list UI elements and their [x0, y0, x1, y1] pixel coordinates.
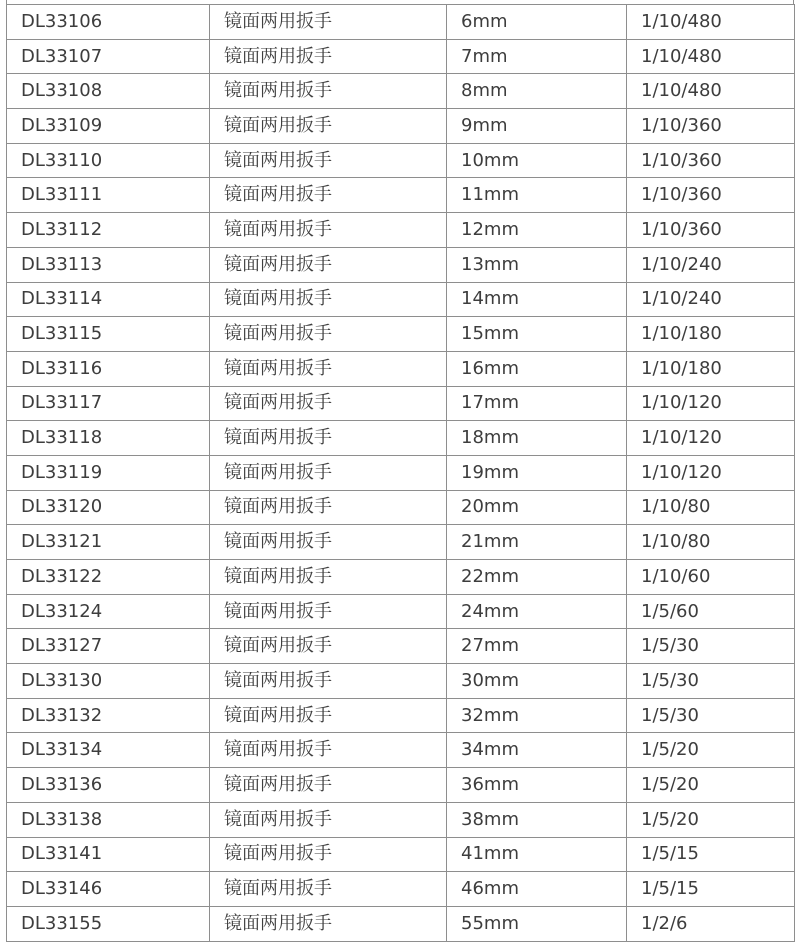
table-row	[7, 560, 795, 595]
size-cell: 41mm	[447, 837, 627, 872]
product-name-cell: 镜面两用扳手	[210, 837, 447, 872]
size-cell: 46mm	[447, 872, 627, 907]
packing-cell: 1/10/480	[627, 5, 795, 40]
product-name-cell: 镜面两用扳手	[210, 5, 447, 40]
size-cell: 22mm	[447, 560, 627, 595]
product-code-cell: DL33134	[7, 733, 210, 768]
size-cell: 8mm	[447, 74, 627, 109]
product-code-cell: DL33114	[7, 282, 210, 317]
size-cell: 30mm	[447, 664, 627, 699]
size-cell: 16mm	[447, 351, 627, 386]
product-code-cell: DL33138	[7, 802, 210, 837]
size-cell: 20mm	[447, 490, 627, 525]
size-cell: 34mm	[447, 733, 627, 768]
product-name-cell: 镜面两用扳手	[210, 906, 447, 941]
product-name-cell: 镜面两用扳手	[210, 282, 447, 317]
product-code-cell: DL33118	[7, 421, 210, 456]
packing-cell: 1/10/480	[627, 74, 795, 109]
packing-cell: 1/2/6	[627, 906, 795, 941]
product-name-cell: 镜面两用扳手	[210, 768, 447, 803]
product-code-cell: DL33119	[7, 455, 210, 490]
product-code-cell: DL33112	[7, 213, 210, 248]
product-name-cell: 镜面两用扳手	[210, 802, 447, 837]
table-row	[7, 872, 795, 907]
product-name-cell: 镜面两用扳手	[210, 560, 447, 595]
packing-cell: 1/5/60	[627, 594, 795, 629]
product-name-cell: 镜面两用扳手	[210, 386, 447, 421]
size-cell: 11mm	[447, 178, 627, 213]
product-code-cell: DL33124	[7, 594, 210, 629]
table-row	[7, 351, 795, 386]
product-name-cell: 镜面两用扳手	[210, 247, 447, 282]
product-name-cell: 镜面两用扳手	[210, 74, 447, 109]
table-body	[7, 5, 795, 942]
packing-cell: 1/5/20	[627, 768, 795, 803]
product-code-cell: DL33136	[7, 768, 210, 803]
product-code-cell: DL33122	[7, 560, 210, 595]
table-row	[7, 247, 795, 282]
table-row	[7, 837, 795, 872]
table-row	[7, 282, 795, 317]
table-row	[7, 664, 795, 699]
table-row	[7, 733, 795, 768]
size-cell: 27mm	[447, 629, 627, 664]
packing-cell: 1/5/30	[627, 629, 795, 664]
product-code-cell: DL33107	[7, 39, 210, 74]
product-code-cell: DL33115	[7, 317, 210, 352]
size-cell: 24mm	[447, 594, 627, 629]
packing-cell: 1/10/180	[627, 317, 795, 352]
packing-cell: 1/10/120	[627, 421, 795, 456]
product-code-cell: DL33111	[7, 178, 210, 213]
packing-cell: 1/10/80	[627, 490, 795, 525]
product-code-cell: DL33109	[7, 109, 210, 144]
size-cell: 17mm	[447, 386, 627, 421]
table-row	[7, 386, 795, 421]
packing-cell: 1/5/30	[627, 698, 795, 733]
product-name-cell: 镜面两用扳手	[210, 143, 447, 178]
packing-cell: 1/10/240	[627, 247, 795, 282]
product-code-cell: DL33127	[7, 629, 210, 664]
packing-cell: 1/10/360	[627, 178, 795, 213]
size-cell: 21mm	[447, 525, 627, 560]
product-code-cell: DL33110	[7, 143, 210, 178]
packing-cell: 1/10/360	[627, 143, 795, 178]
product-code-cell: DL33116	[7, 351, 210, 386]
size-cell: 38mm	[447, 802, 627, 837]
packing-cell: 1/10/120	[627, 455, 795, 490]
packing-cell: 1/5/30	[627, 664, 795, 699]
packing-cell: 1/5/20	[627, 733, 795, 768]
table-row	[7, 109, 795, 144]
product-code-cell: DL33120	[7, 490, 210, 525]
size-cell: 15mm	[447, 317, 627, 352]
packing-cell: 1/5/15	[627, 837, 795, 872]
size-cell: 7mm	[447, 39, 627, 74]
table-row	[7, 39, 795, 74]
size-cell: 19mm	[447, 455, 627, 490]
size-cell: 14mm	[447, 282, 627, 317]
product-name-cell: 镜面两用扳手	[210, 39, 447, 74]
packing-cell: 1/10/120	[627, 386, 795, 421]
product-name-cell: 镜面两用扳手	[210, 109, 447, 144]
table-row	[7, 455, 795, 490]
table-row	[7, 317, 795, 352]
product-code-cell: DL33108	[7, 74, 210, 109]
table-row	[7, 629, 795, 664]
size-cell: 18mm	[447, 421, 627, 456]
product-spec-table	[6, 4, 795, 942]
packing-cell: 1/10/480	[627, 39, 795, 74]
product-name-cell: 镜面两用扳手	[210, 525, 447, 560]
product-code-cell: DL33146	[7, 872, 210, 907]
table-row	[7, 421, 795, 456]
product-name-cell: 镜面两用扳手	[210, 455, 447, 490]
product-name-cell: 镜面两用扳手	[210, 317, 447, 352]
table-row	[7, 594, 795, 629]
product-name-cell: 镜面两用扳手	[210, 351, 447, 386]
size-cell: 12mm	[447, 213, 627, 248]
table-row	[7, 143, 795, 178]
size-cell: 13mm	[447, 247, 627, 282]
size-cell: 36mm	[447, 768, 627, 803]
table-row	[7, 5, 795, 40]
product-name-cell: 镜面两用扳手	[210, 698, 447, 733]
size-cell: 6mm	[447, 5, 627, 40]
table-row	[7, 525, 795, 560]
size-cell: 9mm	[447, 109, 627, 144]
product-code-cell: DL33121	[7, 525, 210, 560]
packing-cell: 1/10/180	[627, 351, 795, 386]
product-code-cell: DL33132	[7, 698, 210, 733]
table-row	[7, 178, 795, 213]
packing-cell: 1/10/80	[627, 525, 795, 560]
table-row	[7, 74, 795, 109]
table-row	[7, 213, 795, 248]
packing-cell: 1/10/60	[627, 560, 795, 595]
product-name-cell: 镜面两用扳手	[210, 213, 447, 248]
table-row	[7, 698, 795, 733]
product-code-cell: DL33130	[7, 664, 210, 699]
size-cell: 32mm	[447, 698, 627, 733]
size-cell: 10mm	[447, 143, 627, 178]
product-name-cell: 镜面两用扳手	[210, 594, 447, 629]
product-code-cell: DL33155	[7, 906, 210, 941]
table-row	[7, 490, 795, 525]
product-name-cell: 镜面两用扳手	[210, 178, 447, 213]
product-code-cell: DL33141	[7, 837, 210, 872]
packing-cell: 1/10/360	[627, 213, 795, 248]
product-name-cell: 镜面两用扳手	[210, 421, 447, 456]
product-code-cell: DL33106	[7, 5, 210, 40]
product-name-cell: 镜面两用扳手	[210, 872, 447, 907]
table-row	[7, 768, 795, 803]
packing-cell: 1/10/360	[627, 109, 795, 144]
table-row	[7, 802, 795, 837]
table-row	[7, 906, 795, 941]
packing-cell: 1/10/240	[627, 282, 795, 317]
size-cell: 55mm	[447, 906, 627, 941]
packing-cell: 1/5/20	[627, 802, 795, 837]
product-name-cell: 镜面两用扳手	[210, 490, 447, 525]
packing-cell: 1/5/15	[627, 872, 795, 907]
product-name-cell: 镜面两用扳手	[210, 629, 447, 664]
product-name-cell: 镜面两用扳手	[210, 733, 447, 768]
product-code-cell: DL33113	[7, 247, 210, 282]
product-code-cell: DL33117	[7, 386, 210, 421]
product-name-cell: 镜面两用扳手	[210, 664, 447, 699]
